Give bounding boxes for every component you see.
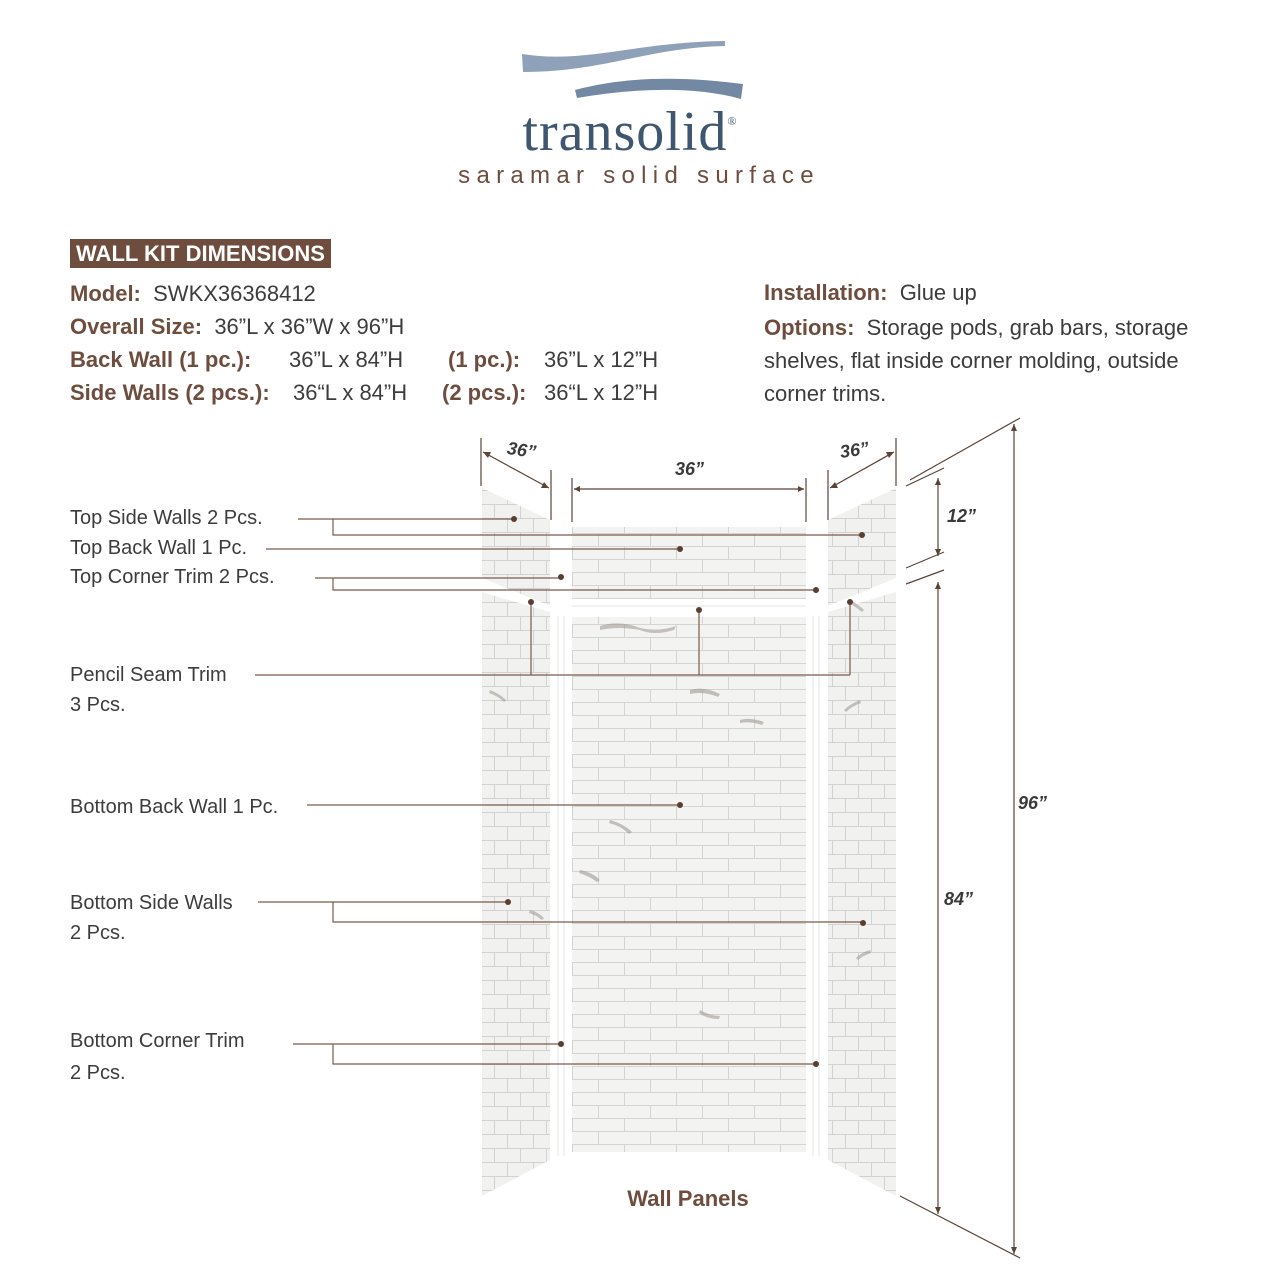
label-bottom-corner-count: 2 Pcs. — [70, 1062, 126, 1084]
options-label: Options: — [764, 315, 855, 340]
right-width-dimension: 36” — [838, 438, 871, 462]
installation-label: Installation: — [764, 280, 888, 305]
left-width-dimension: 36” — [505, 438, 538, 462]
top-back-wall — [572, 527, 806, 599]
label-bottom-corner-trim: Bottom Corner Trim — [70, 1030, 245, 1052]
bottom-left-side-wall — [482, 592, 550, 1196]
back-top-label: (1 pc.): — [448, 347, 521, 372]
model-value: SWKX36368412 — [153, 281, 316, 306]
label-bottom-side-walls: Bottom Side Walls — [70, 892, 233, 914]
bottom-back-wall — [572, 617, 806, 1152]
side-top-label: (2 pcs.): — [442, 380, 527, 405]
bottom-right-side-wall — [828, 592, 896, 1196]
label-top-back-wall: Top Back Wall 1 Pc. — [70, 537, 248, 559]
section-badge: WALL KIT DIMENSIONS — [70, 239, 331, 268]
label-pencil-seam-count: 3 Pcs. — [70, 694, 126, 716]
label-top-corner-trim: Top Corner Trim 2 Pcs. — [70, 566, 275, 588]
options-value: Storage pods, grab bars, storage shelves, flat inside corner molding, outside corner trims. — [764, 315, 1189, 406]
side-wall-label: Side Walls (2 pcs.): — [70, 380, 270, 405]
top-right-side-wall — [828, 488, 896, 606]
top-height-dimension: 12” — [947, 506, 977, 526]
back-wall-label: Back Wall (1 pc.): — [70, 347, 252, 372]
diagram-caption: Wall Panels — [627, 1186, 749, 1211]
label-pencil-seam-trim: Pencil Seam Trim — [70, 664, 227, 686]
label-bottom-side-count: 2 Pcs. — [70, 922, 126, 944]
total-height-dimension: 96” — [1018, 793, 1048, 813]
back-width-dimension: 36” — [675, 459, 705, 479]
overall-label: Overall Size: — [70, 314, 203, 339]
top-left-side-wall — [482, 488, 550, 606]
back-wall-value: 36”L x 84”H — [289, 347, 404, 372]
installation-value: Glue up — [899, 280, 977, 305]
label-bottom-back-wall: Bottom Back Wall 1 Pc. — [70, 796, 279, 818]
registered-mark: ® — [727, 114, 738, 128]
side-top-value: 36“L x 12”H — [544, 380, 659, 405]
brand-tagline: saramar solid surface — [458, 162, 820, 189]
brand-name: transolid — [522, 101, 728, 163]
back-top-value: 36”L x 12”H — [544, 347, 659, 372]
overall-value: 36”L x 36”W x 96”H — [214, 314, 405, 339]
bottom-height-dimension: 84” — [944, 889, 974, 909]
side-wall-value: 36“L x 84”H — [293, 380, 408, 405]
model-label: Model: — [70, 281, 141, 306]
label-top-side-walls: Top Side Walls 2 Pcs. — [70, 507, 263, 529]
